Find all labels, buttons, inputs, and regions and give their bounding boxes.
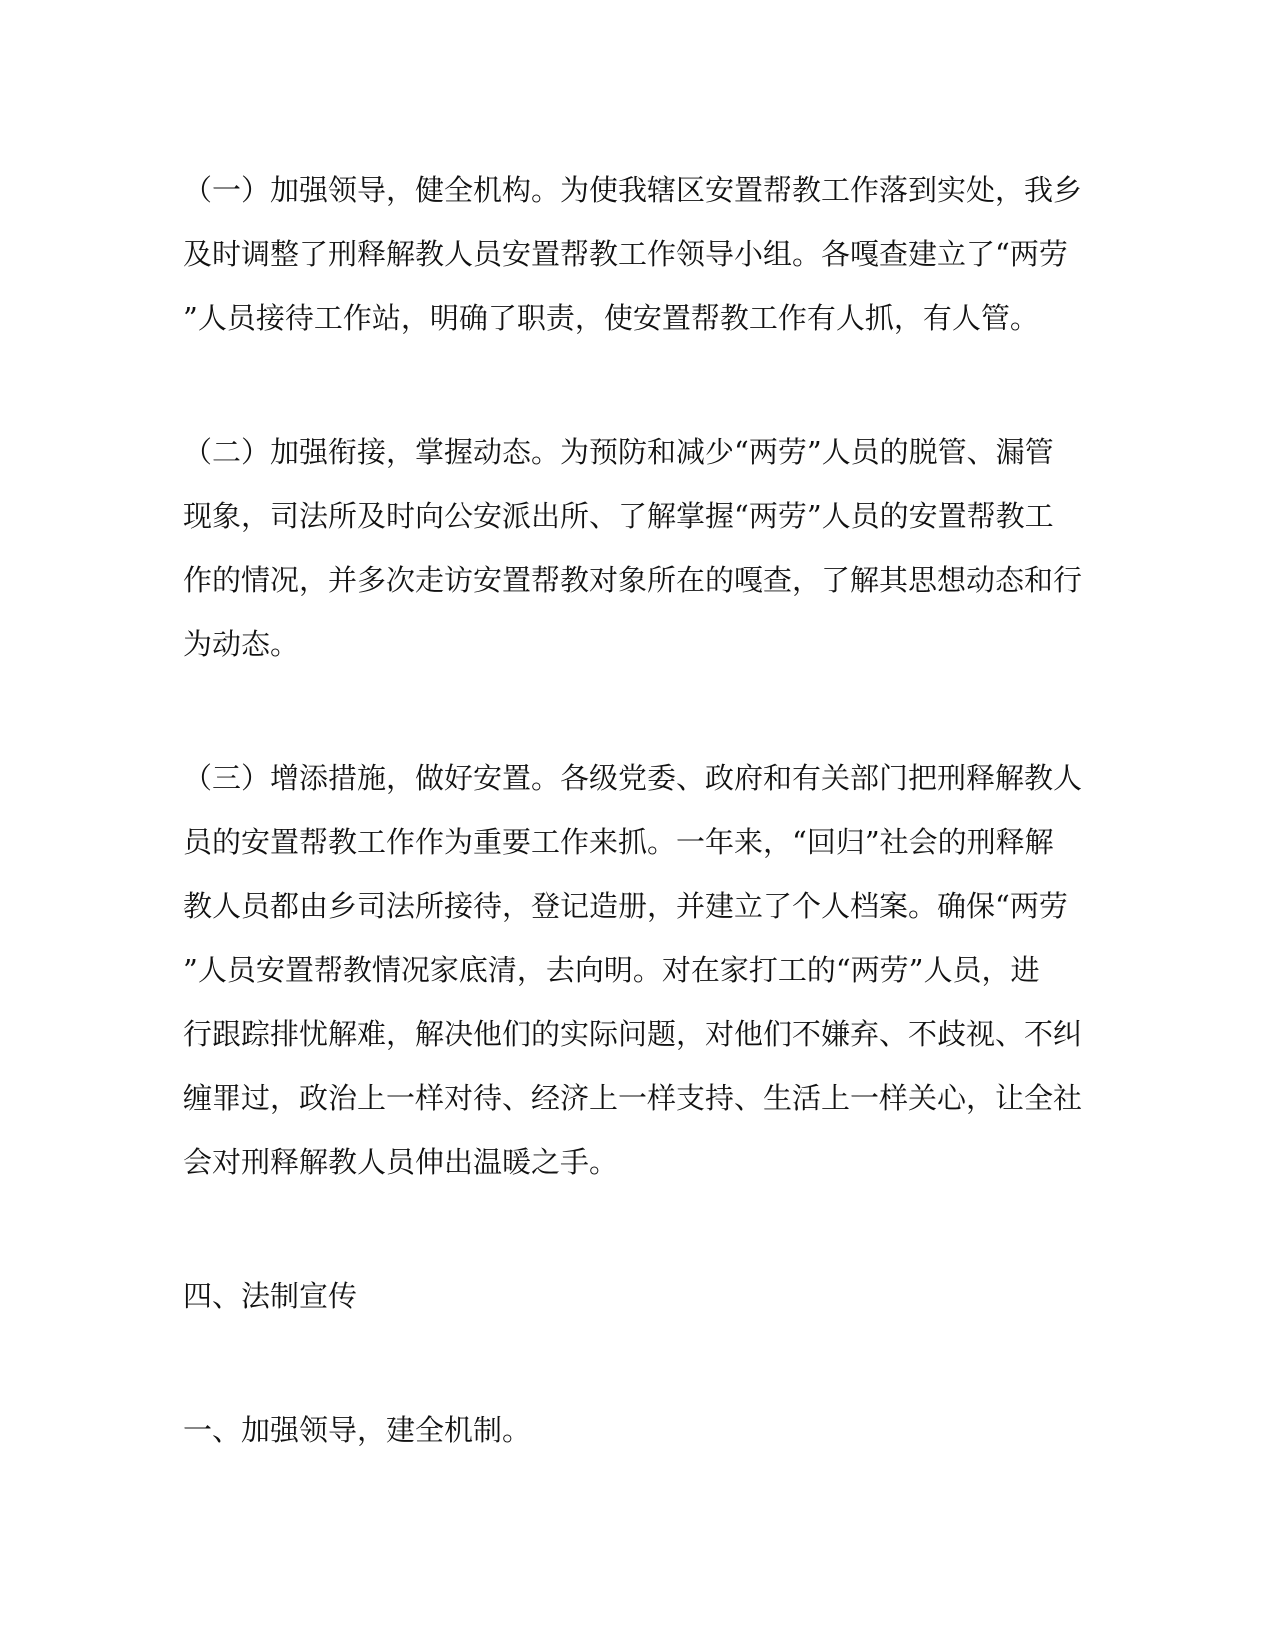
text-line: 教人员都由乡司法所接待，登记造册，并建立了个人档案。确保“两劳 [183,889,1068,923]
text-line: ”人员接待工作站，明确了职责，使安置帮教工作有人抓，有人管。 [183,301,1039,335]
text-line: 及时调整了刑释解教人员安置帮教工作领导小组。各嘎查建立了“两劳 [183,237,1068,271]
text-line: 行跟踪排忧解难，解决他们的实际问题，对他们不嫌弃、不歧视、不纠 [183,1017,1083,1051]
paragraph-1 [183,158,1093,350]
text-line: 会对刑释解教人员伸出温暖之手。 [183,1145,619,1179]
paragraph-spacer [183,1194,1093,1264]
text-line: 作的情况，并多次走访安置帮教对象所在的嘎查，了解其思想动态和行 [183,563,1083,597]
text-line: 缠罪过，政治上一样对待、经济上一样支持、生活上一样关心，让全社 [183,1081,1083,1115]
text-line: （一）加强领导，健全机构。为使我辖区安置帮教工作落到实处，我乡 [183,173,1083,207]
paragraph-spacer [183,350,1093,420]
subsection-heading [183,1398,1093,1462]
text-line: （三）增添措施，做好安置。各级党委、政府和有关部门把刑释解教人 [183,761,1083,795]
text-line: 员的安置帮教工作作为重要工作来抓。一年来，“回归”社会的刑释解 [183,825,1054,859]
paragraph-3 [183,746,1093,1194]
paragraph-spacer [183,1328,1093,1398]
paragraph-spacer [183,676,1093,746]
text-line: 现象，司法所及时向公安派出所、了解掌握“两劳”人员的安置帮教工 [183,499,1054,533]
text-line: （二）加强衔接，掌握动态。为预防和减少“两劳”人员的脱管、漏管 [183,435,1054,469]
paragraph-2 [183,420,1093,676]
text-line: 为动态。 [183,627,300,661]
text-line: 一、加强领导，建全机制。 [183,1413,532,1447]
text-line: ”人员安置帮教情况家底清，去向明。对在家打工的“两劳”人员，进 [183,953,1040,987]
text-line: 四、法制宣传 [183,1279,358,1313]
document-body [183,158,1093,1462]
section-heading [183,1264,1093,1328]
